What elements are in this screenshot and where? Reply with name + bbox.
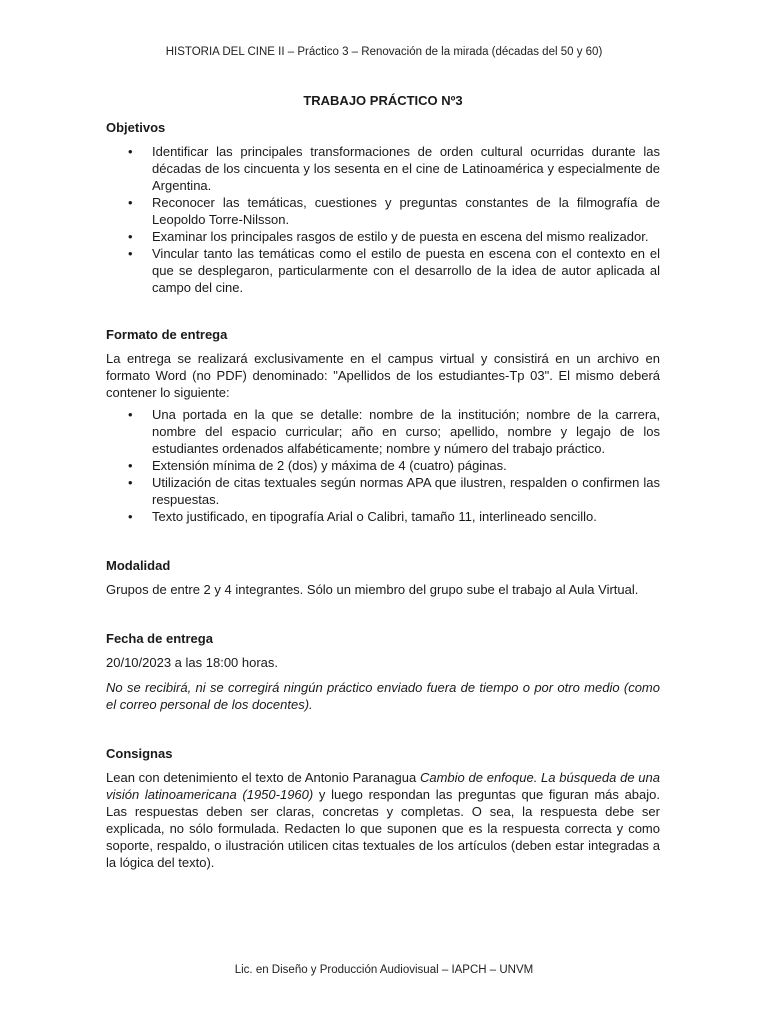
- list-item-text: Texto justificado, en tipografía Arial o Calibri, tamaño 11, interlineado sencillo.: [152, 509, 597, 524]
- modalidad-text: Grupos de entre 2 y 4 integrantes. Sólo un miembro del grupo sube el trabajo al Aula Virtual.: [106, 582, 639, 597]
- fecha-note: No se recibirá, ni se corregirá ningún práctico enviado fuera de tiempo o por otro medio (como el correo personal de los docentes).: [106, 680, 660, 712]
- list-item-text: Utilización de citas textuales según normas APA que ilustren, respalden o confirmen las respuestas.: [152, 475, 660, 507]
- section-spacer: [106, 525, 660, 557]
- bullet-icon: •: [128, 407, 133, 422]
- consignas-text-part: Lean con detenimiento el texto de Antonio Paranagua: [106, 770, 420, 785]
- bullet-icon: •: [128, 144, 133, 159]
- document-body: [106, 92, 660, 879]
- bullet-icon: •: [128, 246, 133, 261]
- list-item: [106, 228, 660, 245]
- list-item-text: Reconocer las temáticas, cuestiones y preguntas constantes de la filmografía de Leopoldo Torre-Nilsson.: [152, 195, 660, 227]
- section-formato: [106, 326, 660, 525]
- fecha-date: 20/10/2023 a las 18:00 horas.: [106, 655, 279, 670]
- list-item: [106, 457, 660, 474]
- list-item: [106, 508, 660, 525]
- section-heading-objetivos: Objetivos: [106, 120, 166, 135]
- bullet-icon: •: [128, 229, 133, 244]
- bullet-icon: •: [128, 509, 133, 524]
- page-footer: Lic. en Diseño y Producción Audiovisual – IAPCH – UNVM: [234, 964, 534, 976]
- list-item-text: Examinar los principales rasgos de estilo y de puesta en escena del mismo realizador.: [152, 229, 649, 244]
- consignas-text-part: y luego respondan las preguntas que figuran más abajo. Las respuestas deben ser claras, concretas y completas. O sea, la respuesta debe ser explicada, no sólo formulada. Redacten lo que suponen que es la respuesta correcta y como soporte, respaldo, o ilustración utilicen citas textuales de los artículos (deben estar integradas a la lógica del texto).: [106, 787, 660, 870]
- section-spacer: [106, 606, 660, 630]
- list-item: [106, 245, 660, 296]
- section-objetivos: [106, 119, 660, 296]
- section-spacer: [106, 296, 660, 326]
- bullet-icon: •: [128, 475, 133, 490]
- book-title: Cambio de enfoque. La búsqueda de una visión latinoamericana (1950-1960): [106, 770, 660, 802]
- section-consignas: [106, 745, 660, 871]
- section-heading-fecha: Fecha de entrega: [106, 631, 213, 646]
- section-heading-formato: Formato de entrega: [106, 327, 228, 342]
- list-item: [106, 194, 660, 228]
- page-header: HISTORIA DEL CINE II – Práctico 3 – Renovación de la mirada (décadas del 50 y 60): [165, 46, 603, 58]
- section-fecha: [106, 630, 660, 713]
- list-item-text: Extensión mínima de 2 (dos) y máxima de 4 (cuatro) páginas.: [152, 458, 507, 473]
- consignas-text: [106, 769, 660, 871]
- list-item: [106, 143, 660, 194]
- section-heading-consignas: Consignas: [106, 746, 173, 761]
- document-title: TRABAJO PRÁCTICO Nº3: [303, 93, 463, 108]
- formato-list: [106, 406, 660, 525]
- list-item: [106, 474, 660, 508]
- formato-intro: La entrega se realizará exclusivamente en el campus virtual y consistirá en un archivo en formato Word (no PDF) denominado: "Apellidos de los estudiantes-Tp 03". El mismo deberá contener lo siguiente:: [106, 351, 660, 400]
- list-item-text: Vincular tanto las temáticas como el estilo de puesta en escena con el contexto en el que se desplegaron, particularmente con el desarrollo de la idea de autor aplicada al campo del cine.: [152, 246, 660, 295]
- list-item-text: Identificar las principales transformaciones de orden cultural ocurridas durante las décadas de los cincuenta y los sesenta en el cine de Latinoamérica y especialmente de Argentina.: [152, 144, 660, 193]
- section-spacer: [106, 721, 660, 745]
- section-modalidad: [106, 557, 660, 598]
- bullet-icon: •: [128, 458, 133, 473]
- list-item-text: Una portada en la que se detalle: nombre de la institución; nombre de la carrera, nombre del espacio curricular; año en curso; apellido, nombre y legajo de los estudiantes ordenados alfabéticamente; nombre y número del trabajo práctico.: [152, 407, 660, 456]
- bullet-icon: •: [128, 195, 133, 210]
- section-heading-modalidad: Modalidad: [106, 558, 171, 573]
- list-item: [106, 406, 660, 457]
- objetivos-list: [106, 143, 660, 296]
